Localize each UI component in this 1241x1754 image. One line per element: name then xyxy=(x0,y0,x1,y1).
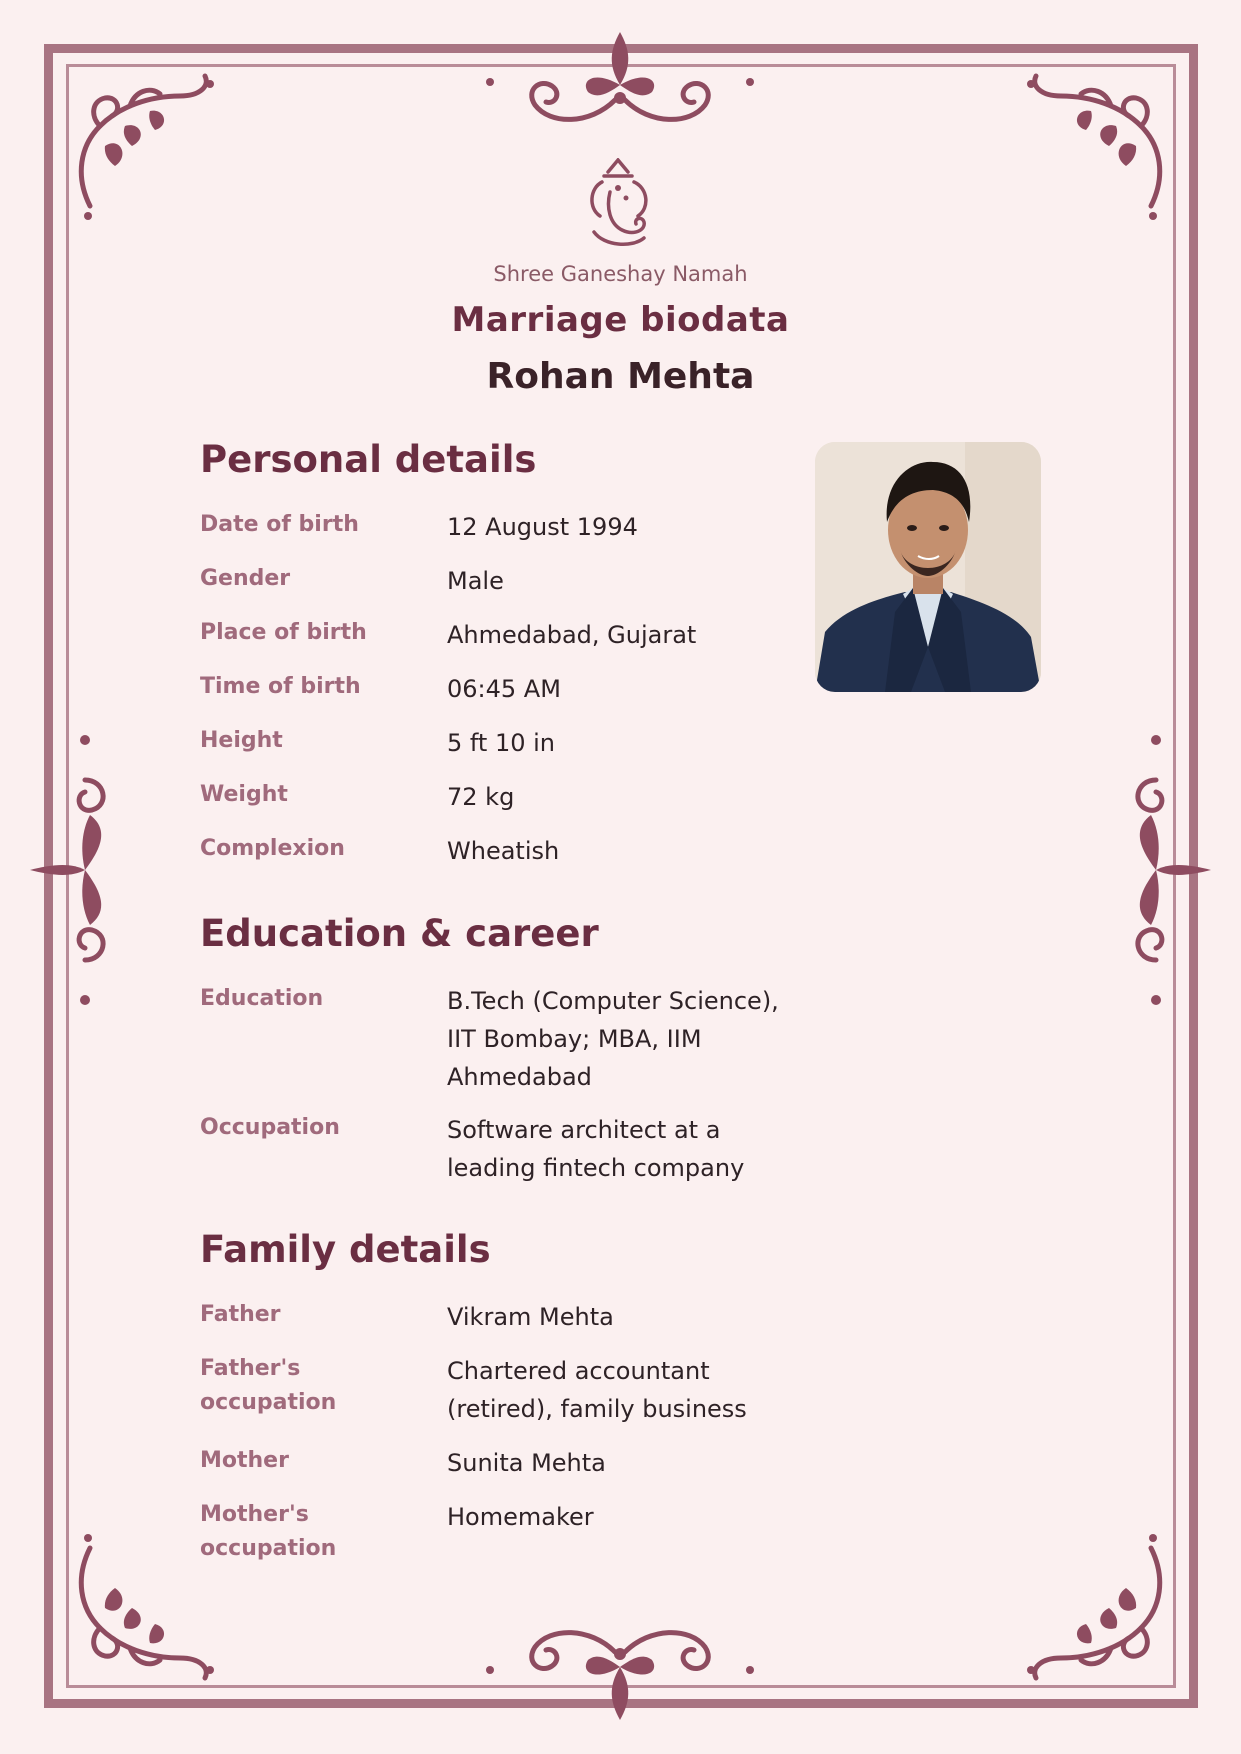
ganesha-icon xyxy=(580,158,656,250)
portrait-illustration xyxy=(815,442,1041,692)
detail-label: Weight xyxy=(200,782,288,807)
corner-ornament-top-left xyxy=(70,66,220,226)
detail-value: 72 kg xyxy=(447,783,515,811)
bottom-center-ornament xyxy=(470,1622,770,1722)
detail-value: Software architect at a leading fintech company xyxy=(447,1116,745,1182)
detail-label: Father's occupation xyxy=(200,1356,337,1415)
corner-ornament-bottom-left xyxy=(70,1528,220,1688)
section-heading-education: Education & career xyxy=(200,912,599,955)
detail-label: Time of birth xyxy=(200,674,361,699)
section-heading-family: Family details xyxy=(200,1228,491,1271)
detail-label: Place of birth xyxy=(200,620,367,645)
detail-value: 06:45 AM xyxy=(447,675,561,703)
detail-value: 12 August 1994 xyxy=(447,513,638,541)
candidate-name: Rohan Mehta xyxy=(486,356,755,397)
left-side-ornament xyxy=(30,720,130,1020)
top-center-ornament xyxy=(470,30,770,130)
page-title: Marriage biodata xyxy=(451,300,790,340)
detail-value: Chartered accountant (retired), family business xyxy=(447,1357,747,1423)
right-side-ornament xyxy=(1111,720,1211,1020)
detail-value: Ahmedabad, Gujarat xyxy=(447,621,697,649)
corner-ornament-top-right xyxy=(1021,66,1171,226)
detail-value: Male xyxy=(447,567,504,595)
section-heading-personal: Personal details xyxy=(200,438,537,481)
detail-label: Date of birth xyxy=(200,512,359,537)
detail-value: Wheatish xyxy=(447,837,560,865)
detail-label: Father xyxy=(200,1302,281,1327)
detail-label: Occupation xyxy=(200,1115,340,1140)
detail-value: 5 ft 10 in xyxy=(447,729,556,757)
detail-value: B.Tech (Computer Science), IIT Bombay; MBA, IIM Ahmedabad xyxy=(447,987,779,1091)
detail-label: Gender xyxy=(200,566,291,591)
detail-label: Height xyxy=(200,728,283,753)
detail-label: Mother xyxy=(200,1448,289,1473)
corner-ornament-bottom-right xyxy=(1021,1528,1171,1688)
detail-value: Vikram Mehta xyxy=(447,1303,614,1331)
detail-label: Mother's occupation xyxy=(200,1502,337,1561)
detail-value: Homemaker xyxy=(447,1503,594,1531)
detail-value: Sunita Mehta xyxy=(447,1449,606,1477)
detail-label: Education xyxy=(200,986,324,1011)
profile-photo xyxy=(815,442,1041,692)
invocation-text: Shree Ganeshay Namah xyxy=(493,262,748,286)
detail-label: Complexion xyxy=(200,836,345,861)
